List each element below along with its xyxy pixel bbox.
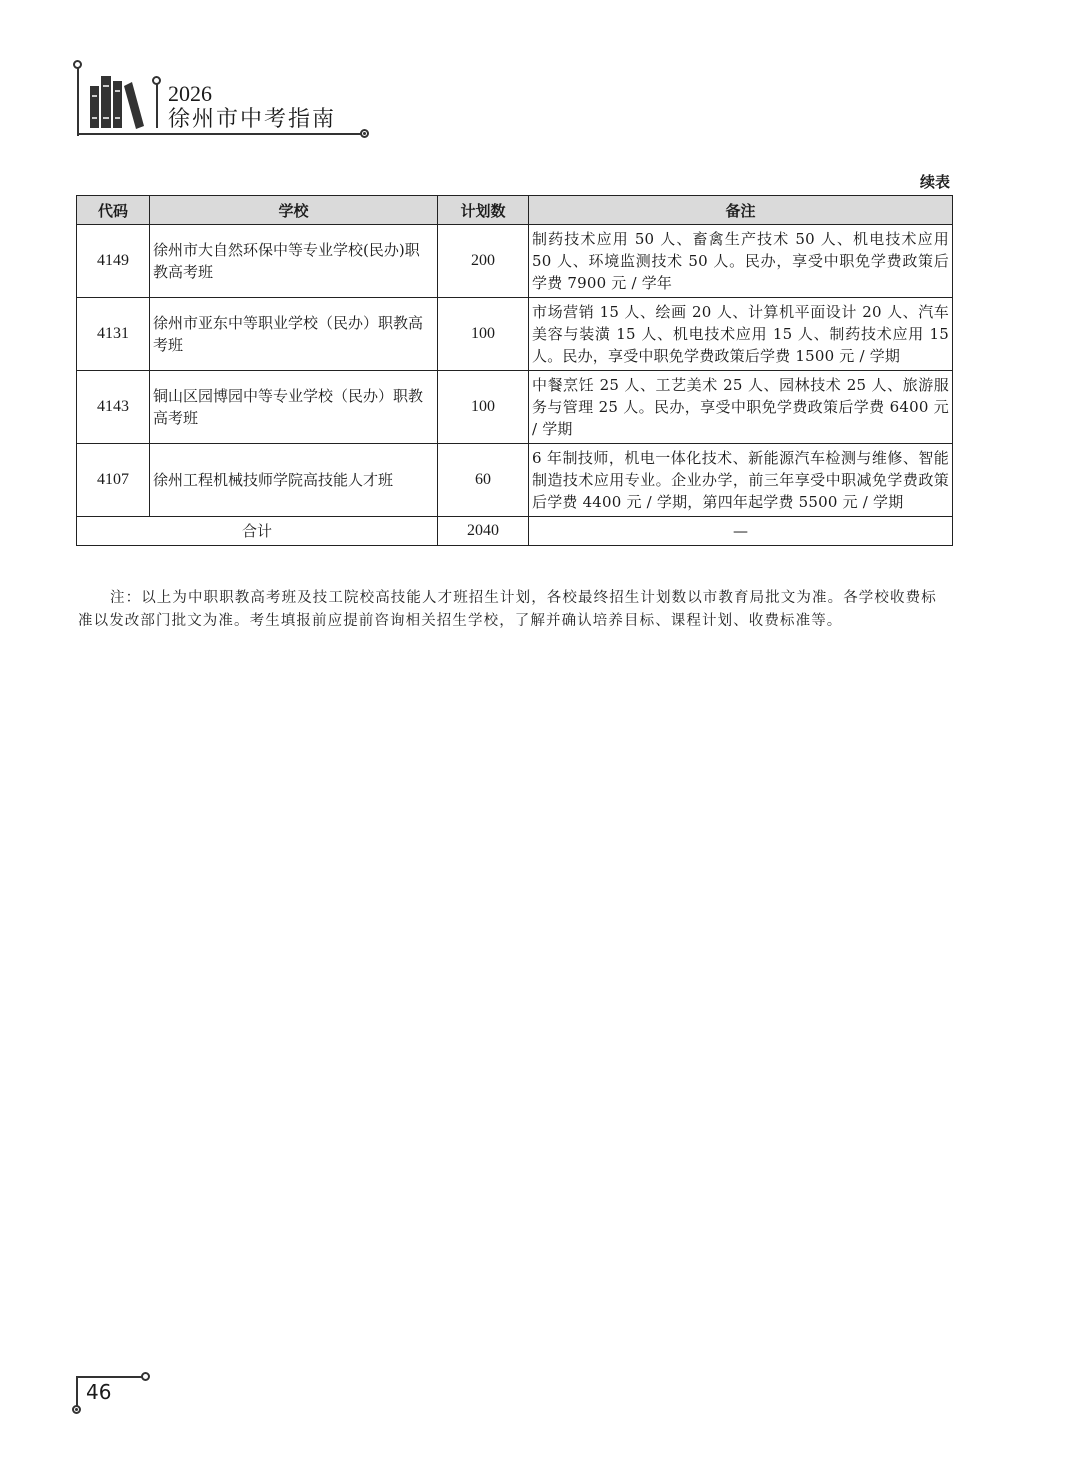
cell-school: 徐州工程机械技师学院高技能人才班 [150, 444, 438, 517]
books-icon [90, 72, 146, 130]
table-header-row [77, 196, 953, 225]
cell-school: 徐州市亚东中等职业学校（民办）职教高考班 [150, 298, 438, 371]
footer-dot-right [141, 1372, 150, 1381]
column-header-note: 备注 [529, 196, 953, 225]
total-plan: 2040 [438, 517, 529, 546]
column-header-plan: 计划数 [438, 196, 529, 225]
cell-code: 4107 [77, 444, 150, 517]
cell-school: 铜山区园博园中等专业学校（民办）职教高考班 [150, 371, 438, 444]
cell-note: 6 年制技师，机电一体化技术、新能源汽车检测与维修、智能制造技术应用专业。企业办学，前三年享受中职减免学费政策后学费 4400 元 / 学期，第四年起学费 5500 元 / 学期 [529, 444, 953, 517]
footnote: 注：以上为中职职教高考班及技工院校高技能人才班招生计划，各校最终招生计划数以市教育局批文为准。各学校收费标准以发改部门批文为准。考生填报前应提前咨询相关招生学校，了解并确认培养目标、课程计划、收费标准等。 [78, 590, 937, 629]
header-dot-top [73, 60, 82, 69]
cell-plan: 100 [438, 298, 529, 371]
column-header-code: 代码 [77, 196, 150, 225]
header-dot-inner [152, 76, 161, 85]
cell-school: 徐州市大自然环保中等专业学校(民办)职教高考班 [150, 225, 438, 298]
header-rule-horizontal [77, 133, 365, 135]
continued-label: 续表 [919, 173, 950, 191]
header-year: 2026 [168, 81, 212, 106]
cell-code: 4131 [77, 298, 150, 371]
column-header-school: 学校 [150, 196, 438, 225]
header-rule-inner [156, 80, 158, 128]
cell-code: 4149 [77, 225, 150, 298]
table-row [77, 298, 953, 371]
cell-note: 制药技术应用 50 人、畜禽生产技术 50 人、机电技术应用 50 人、环境监测技术 50 人。民办，享受中职免学费政策后学费 7900 元 / 学年 [529, 225, 953, 298]
table-total-row [77, 517, 953, 546]
enrollment-table [76, 195, 953, 546]
cell-plan: 100 [438, 371, 529, 444]
table-row [77, 444, 953, 517]
total-note: — [529, 517, 953, 546]
table-row [77, 225, 953, 298]
total-label: 合计 [77, 517, 438, 546]
table-row [77, 371, 953, 444]
cell-note: 中餐烹饪 25 人、工艺美术 25 人、园林技术 25 人、旅游服务与管理 25 人。民办，享受中职免学费政策后学费 6400 元 / 学期 [529, 371, 953, 444]
cell-plan: 60 [438, 444, 529, 517]
cell-note: 市场营销 15 人、绘画 20 人、计算机平面设计 20 人、汽车美容与装潢 15 人、机电技术应用 15 人、制药技术应用 15 人。民办，享受中职免学费政策后学费 1500 元 / 学期 [529, 298, 953, 371]
header-title: 徐州市中考指南 [168, 107, 337, 132]
header-rule-vertical [77, 64, 79, 136]
footer-rule-horizontal [76, 1376, 144, 1378]
header-dot-right [360, 129, 369, 138]
cell-code: 4143 [77, 371, 150, 444]
cell-plan: 200 [438, 225, 529, 298]
page-number: 46 [86, 1380, 112, 1404]
footer-dot-bottom [72, 1405, 81, 1414]
